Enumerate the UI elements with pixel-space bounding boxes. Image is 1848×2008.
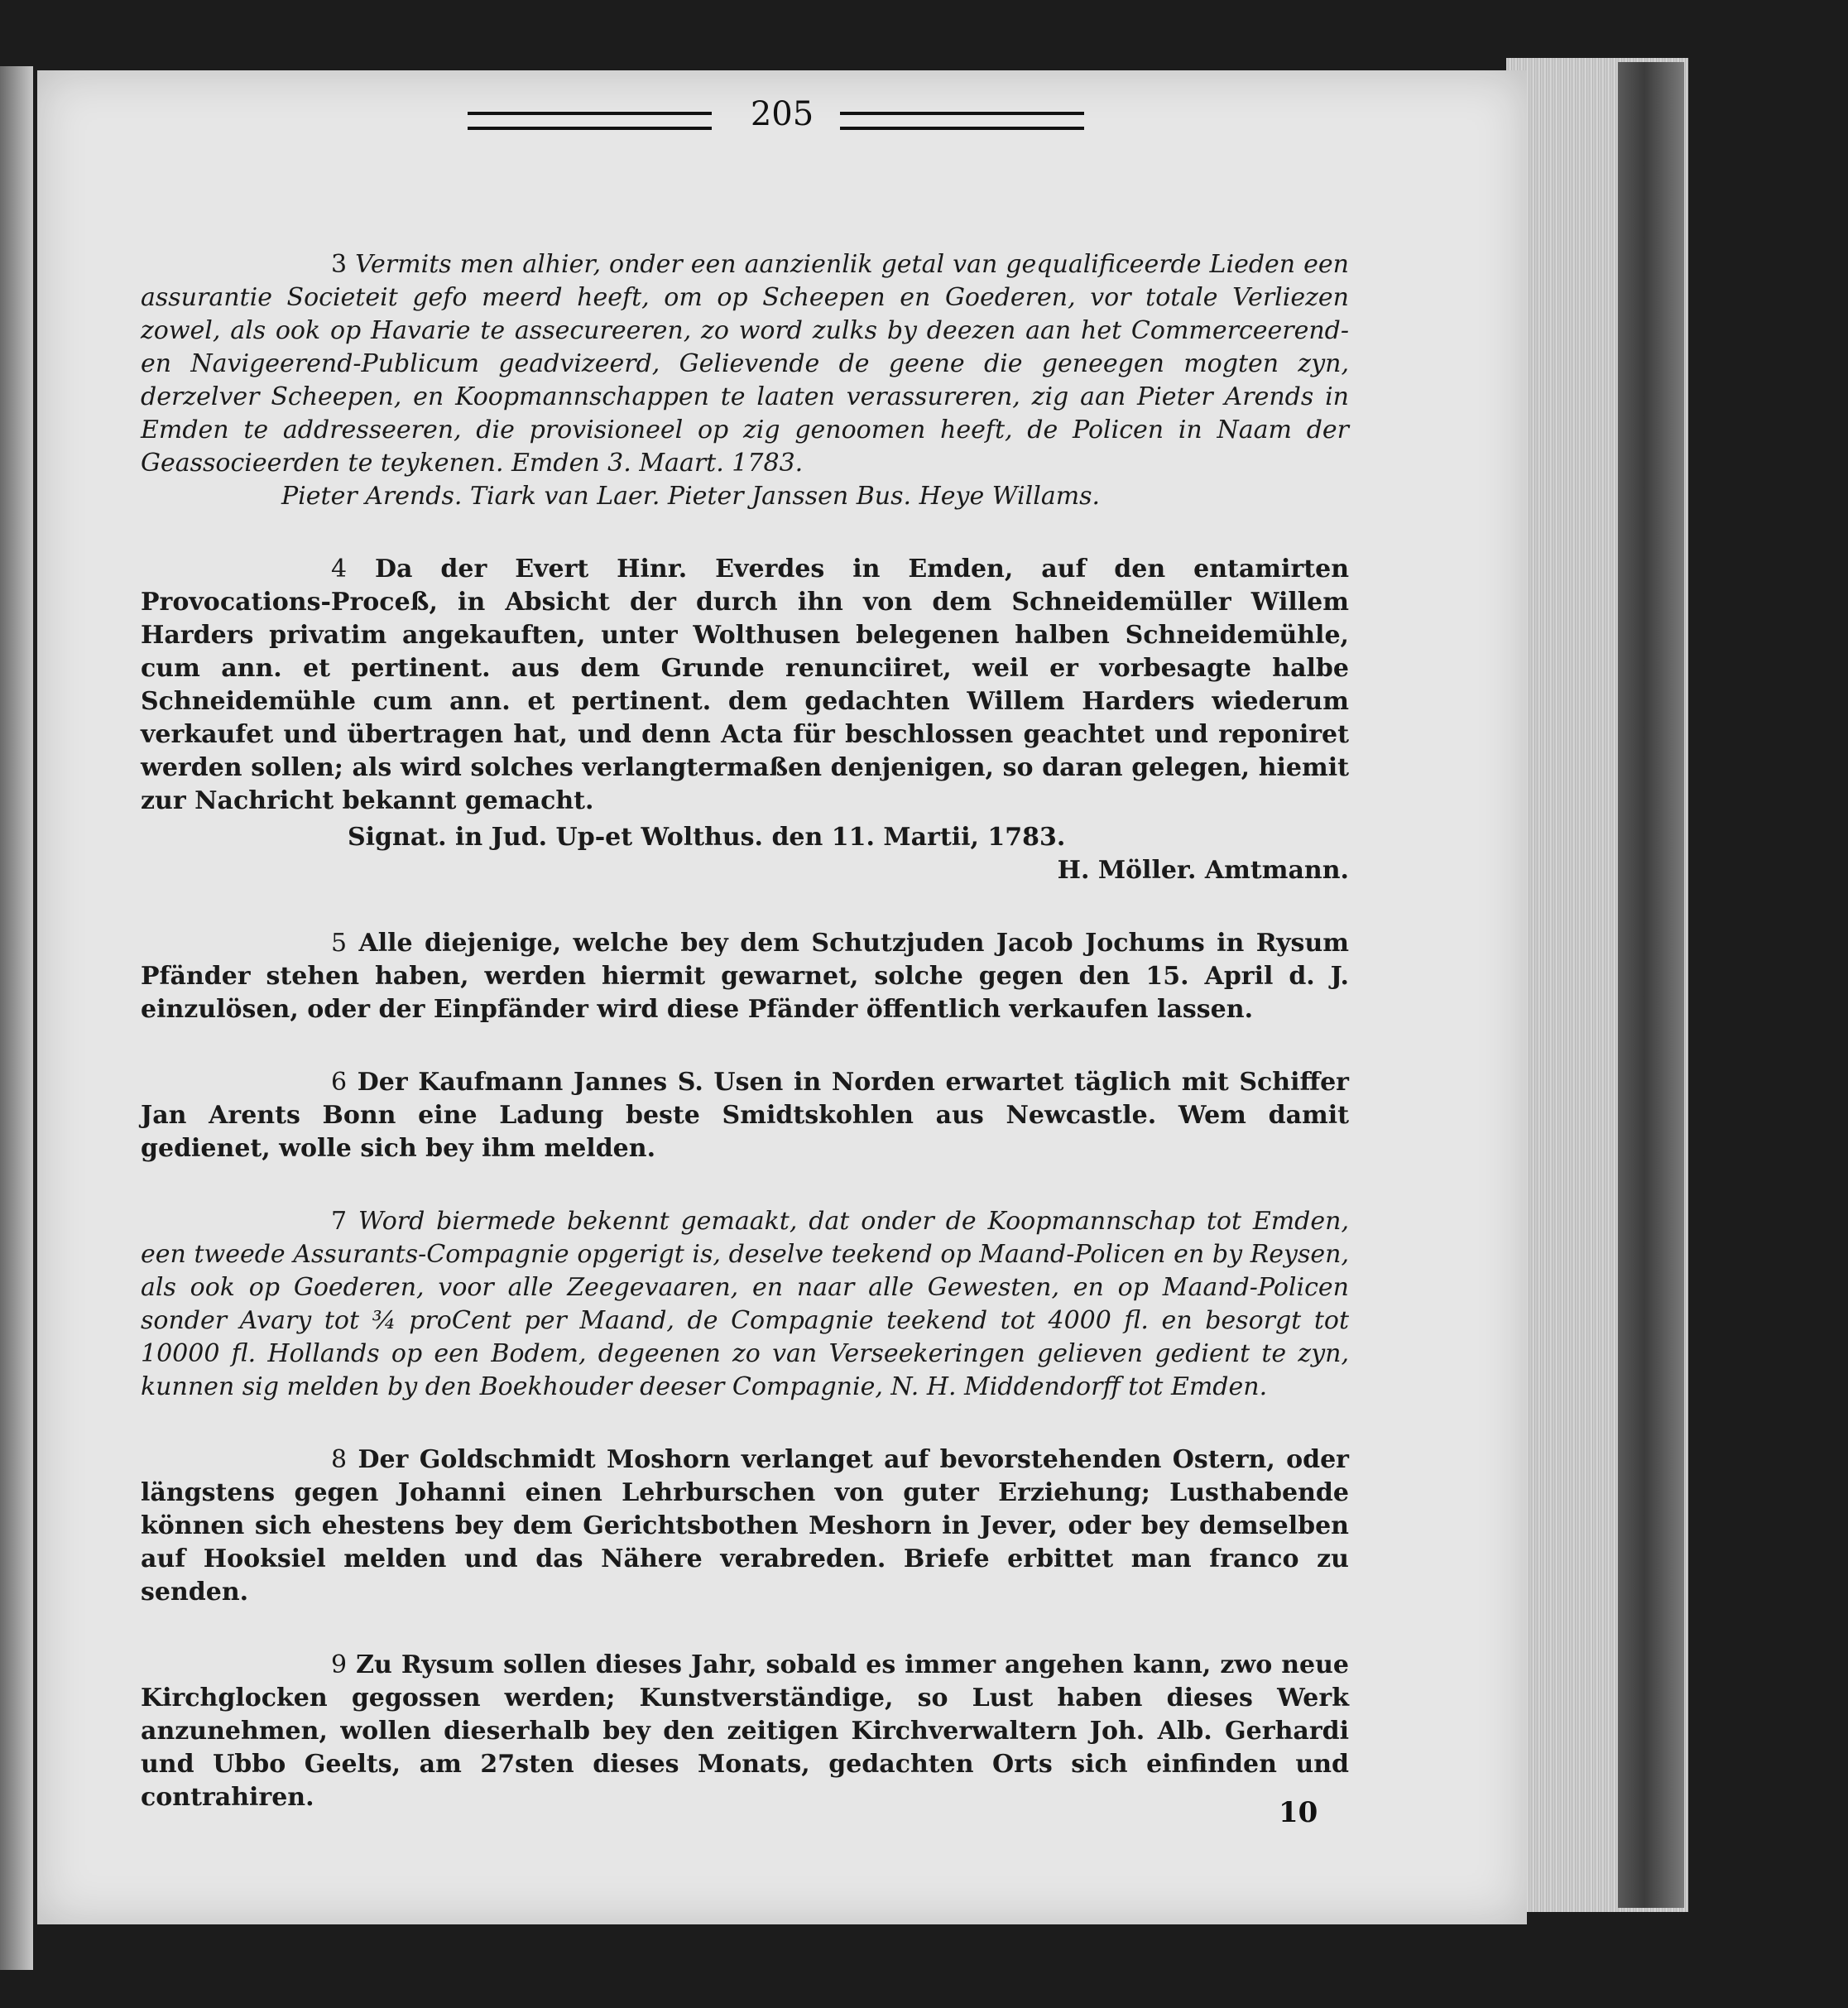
notice-5 xyxy=(141,927,1349,1026)
notice-7 xyxy=(141,1205,1349,1404)
notice-number: 7 xyxy=(331,1207,348,1236)
notice-number: 6 xyxy=(331,1068,348,1097)
notice-3 xyxy=(141,248,1349,480)
notice-number: 4 xyxy=(331,555,348,584)
header-rule-right xyxy=(840,112,1084,130)
notice-9 xyxy=(141,1649,1349,1814)
notice-text: Der Goldschmidt Moshorn verlanget auf bevorstehenden Ostern, oder längstens gegen Johanni einen Lehrburschen von guter Erziehung; Lusthabende können sich ehestens bey dem Gerichtsbothen Meshorn in Jever, oder bey demselben auf Hooksiel melden und das Nähere verabreden. Briefe erbittet man franco zu senden. xyxy=(141,1445,1349,1607)
notice-text: Alle diejenige, welche bey dem Schutzjuden Jacob Jochums in Rysum Pfänder stehen haben, werden hiermit gewarnet, solche gegen den 15. April d. J. einzulösen, oder der Einpfänder wird diese Pfänder öffentlich verkaufen lassen. xyxy=(141,929,1350,1024)
notice-text: Word biermede bekennt gemaakt, dat onder de Koopmannschap tot Emden, een tweede Assurants-Compagnie opgerigt is, deselve teekend op Maand-Policen en by Reysen, als ook op Goederen, voor alle Zeegevaaren, en naar alle Gewesten, en op Maand-Policen sonder Avary tot ¾ proCent per Maand, de Compagnie teekend tot 4000 fl. en besorgt tot 10000 fl. Hollands op een Bodem, degeenen zo van Verseekeringen gelieven gedient te zyn, kunnen sig melden by den Boekhouder deeser Compagnie, N. H. Middendorff tot Emden. xyxy=(141,1207,1349,1401)
page-body xyxy=(141,248,1349,1854)
previous-page-edge xyxy=(0,66,33,1970)
notice-text: Vermits men alhier, onder een aanzienlik getal van gequalificeerde Lieden een assurantie Societeit gefo meerd heeft, om op Scheepen en Goederen, vor totale Verliezen zowel, als ook op Havarie te assecureeren, zo word zulks by deezen aan het Commerceerend- en Navigeerend-Publicum geadvizeerd, Gelievende de geene die geneegen mogten zyn, derzelver Scheepen, en Koopmannschappen te laaten verassureren, zig aan Pieter Arends in Emden te addresseeren, die provisioneel op zig genoomen heeft, de Policen in Naam der Geassocieerden te teykenen. Emden 3. Maart. 1783. xyxy=(141,250,1349,478)
notice-4-signat: Signat. in Jud. Up-et Wolthus. den 11. Martii, 1783. xyxy=(348,823,1066,852)
notice-3-signers: Pieter Arends. Tiark van Laer. Pieter Janssen Bus. Heye Willams. xyxy=(281,482,1101,511)
notice-text: Der Kaufmann Jannes S. Usen in Norden erwartet täglich mit Schiffer Jan Arents Bonn eine Ladung beste Smidtskohlen aus Newcastle. Wem damit gedienet, wolle sich bey ihm melden. xyxy=(141,1068,1349,1163)
notice-number: 8 xyxy=(331,1445,348,1474)
notice-text: Da der Evert Hinr. Everdes in Emden, auf den entamirten Provocations-Proceß, in Absicht der durch ihn von dem Schneidemüller Willem Harders privatim angekauften, unter Wolthusen belegenen halben Schneidemühle, cum ann. et pertinent. aus dem Grunde renunciiret, weil er vorbesagte halbe Schneidemühle cum ann. et pertinent. dem gedachten Willem Harders wiederum verkaufet und übertragen hat, und denn Acta für beschlossen geachtet und reponiret werden sollen; als wird solches verlangtermaßen denjenigen, so daran gelegen, hiemit zur Nachricht bekannt gemacht. xyxy=(141,555,1350,815)
notice-number: 5 xyxy=(331,929,348,958)
notice-4-official: H. Möller. Amtmann. xyxy=(1057,856,1349,885)
book-cover xyxy=(1618,62,1684,1908)
notice-number: 3 xyxy=(331,250,348,279)
page-number: 205 xyxy=(750,95,814,133)
notice-text: Zu Rysum sollen dieses Jahr, sobald es immer angehen kann, zwo neue Kirchglocken gegossen werden; Kunstverständige, so Lust haben dieses Werk anzunehmen, wollen dieserhalb bey den zeitigen Kirchverwaltern Joh. Alb. Gerhardi und Ubbo Geelts, am 27sten dieses Monats, gedachten Orts sich einfinden und contrahiren. xyxy=(141,1650,1349,1812)
notice-4 xyxy=(141,553,1349,818)
notice-8 xyxy=(141,1444,1349,1609)
page-header xyxy=(426,95,1337,153)
notice-6 xyxy=(141,1066,1349,1165)
header-rule-left xyxy=(468,112,712,130)
catchword: 10 xyxy=(1279,1796,1318,1829)
notice-number: 9 xyxy=(331,1650,348,1679)
